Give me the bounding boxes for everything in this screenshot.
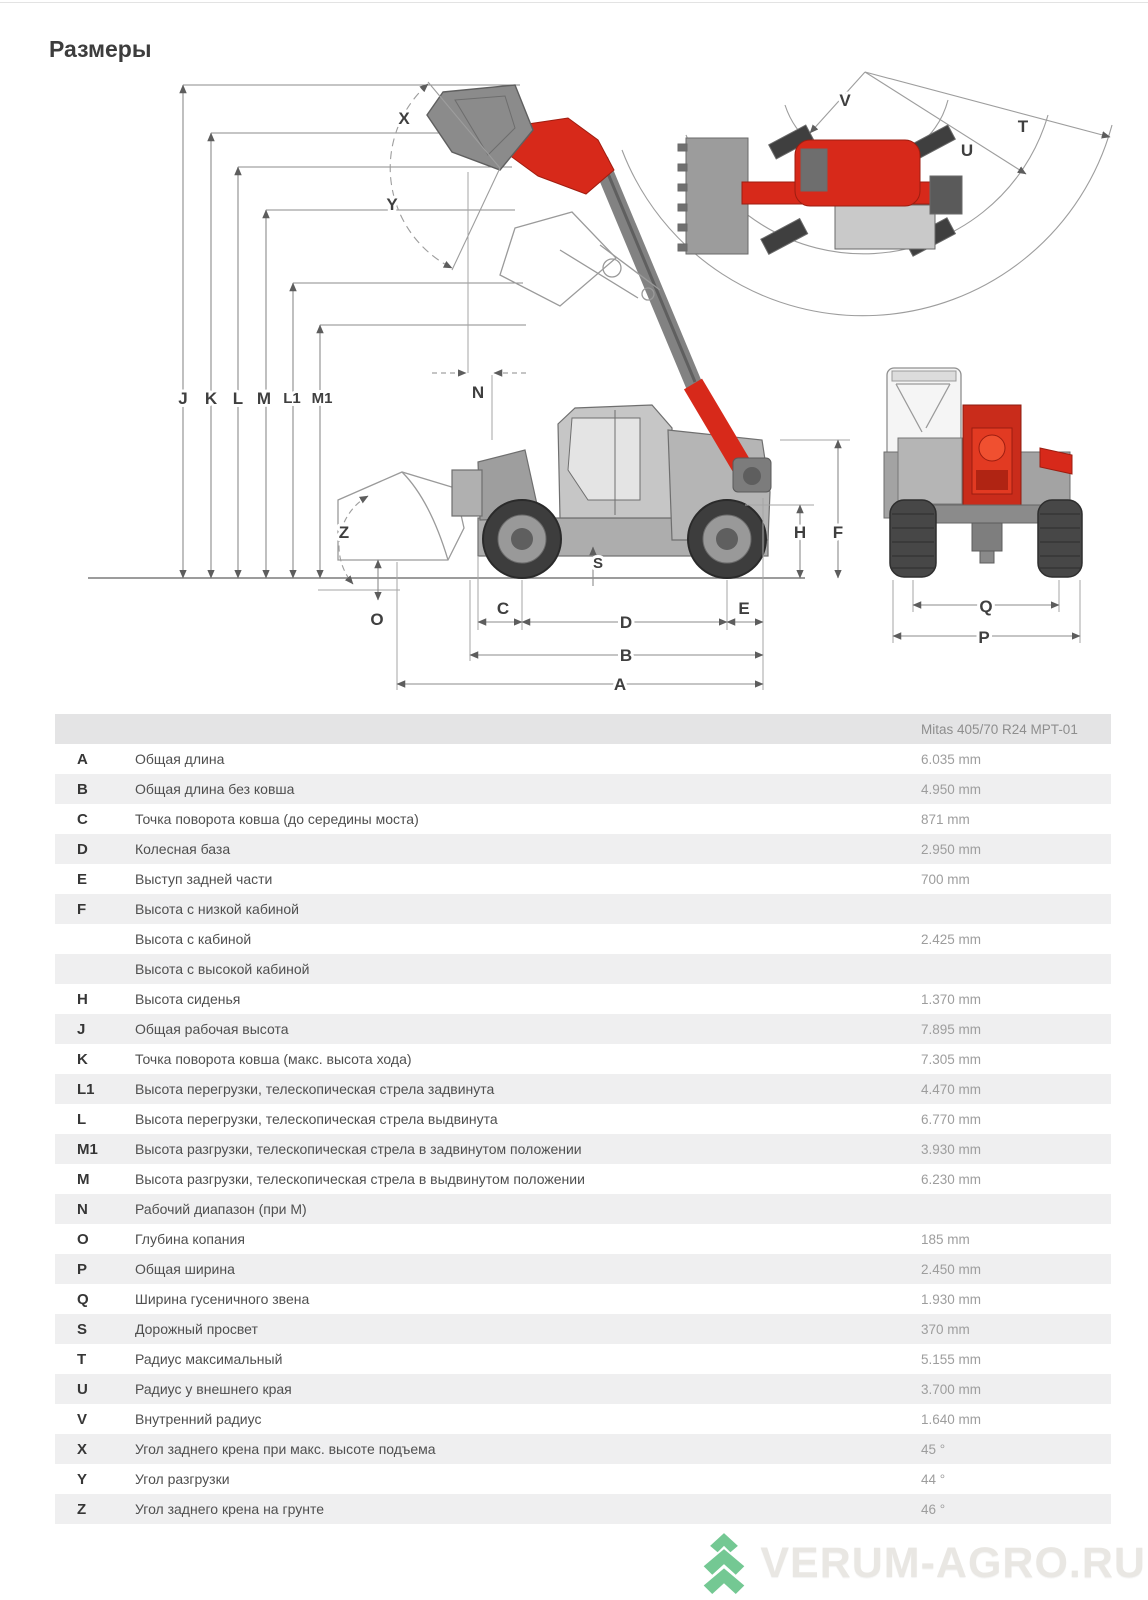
dim-value: 2.950 mm	[921, 841, 982, 857]
dim-description: Внутренний радиус	[135, 1411, 262, 1427]
dim-value: 6.035 mm	[921, 751, 982, 767]
table-row	[55, 984, 1111, 1014]
dim-value: 7.895 mm	[921, 1021, 982, 1037]
table-row	[55, 1284, 1111, 1314]
dim-description: Общая длина без ковша	[135, 781, 295, 797]
watermark-text: VERUM-AGRO.RU	[760, 1538, 1146, 1587]
dim-label-f: F	[832, 523, 844, 542]
dim-label-p: P	[978, 628, 990, 647]
dim-key: K	[77, 1050, 88, 1068]
dim-description: Глубина копания	[135, 1231, 245, 1247]
dim-key: L1	[77, 1080, 95, 1098]
table-row	[55, 924, 1111, 954]
dim-key: Z	[77, 1500, 87, 1518]
dim-label-m1: M1	[311, 390, 333, 407]
dim-value: 6.230 mm	[921, 1171, 982, 1187]
dim-key: U	[77, 1380, 88, 1398]
dim-description: Высота перегрузки, телескопическая стрела задвинута	[135, 1081, 495, 1097]
table-row	[55, 1014, 1111, 1044]
dim-key	[55, 924, 135, 954]
dim-key	[55, 954, 135, 984]
dim-key: E	[77, 870, 88, 888]
table-row	[55, 894, 1111, 924]
dim-label-z: Z	[338, 523, 350, 542]
dim-value: 44 °	[921, 1471, 946, 1487]
dim-label-x: X	[398, 109, 410, 128]
dim-key: M1	[77, 1140, 98, 1158]
dim-value: 2.425 mm	[921, 931, 982, 947]
dim-description: Высота с высокой кабиной	[135, 961, 310, 977]
dim-value: 6.770 mm	[921, 1111, 982, 1127]
table-row	[55, 1074, 1111, 1104]
dim-description: Точка поворота ковша (макс. высота хода)	[135, 1051, 412, 1067]
dim-value: 871 mm	[921, 811, 970, 827]
table-row	[55, 1494, 1111, 1524]
dim-label-e: E	[738, 599, 750, 618]
rear-view	[884, 368, 1082, 647]
verum-agro-leaf-icon	[696, 1532, 752, 1594]
dim-label-j: J	[178, 389, 188, 408]
dim-label-c: C	[496, 599, 510, 618]
dim-key: P	[77, 1260, 88, 1278]
table-header-row	[55, 714, 1111, 744]
dim-label-u: U	[960, 141, 974, 160]
dim-description: Дорожный просвет	[135, 1321, 258, 1337]
header-key-column	[55, 714, 135, 744]
table-row	[55, 1194, 1111, 1224]
table-row	[55, 1254, 1111, 1284]
dim-description: Высота разгрузки, телескопическая стрела в выдвинутом положении	[135, 1171, 585, 1187]
dim-description: Высота разгрузки, телескопическая стрела в задвинутом положении	[135, 1141, 582, 1157]
dim-label-q: Q	[979, 597, 993, 616]
dim-value	[921, 954, 1111, 984]
dim-label-t: T	[1017, 117, 1029, 136]
dim-value: 45 °	[921, 1441, 946, 1457]
table-row	[55, 774, 1111, 804]
table-row	[55, 1164, 1111, 1194]
table-row	[55, 1314, 1111, 1344]
dim-key: F	[77, 900, 87, 918]
dim-label-b: B	[619, 646, 633, 665]
dim-description: Точка поворота ковша (до середины моста)	[135, 811, 419, 827]
header-label-column	[135, 714, 921, 744]
top-view	[622, 72, 1112, 316]
dimensions-table-body	[55, 744, 1111, 1524]
dim-value: 7.305 mm	[921, 1051, 982, 1067]
dim-value: 2.450 mm	[921, 1261, 982, 1277]
dim-description: Рабочий диапазон (при M)	[135, 1201, 307, 1217]
dim-key: D	[77, 840, 88, 858]
dim-key: Q	[77, 1290, 89, 1308]
dim-description: Высота сиденья	[135, 991, 241, 1007]
dim-description: Угол разгрузки	[135, 1471, 230, 1487]
watermark	[696, 1532, 1146, 1594]
dim-label-o: O	[370, 610, 384, 629]
table-row	[55, 864, 1111, 894]
dim-value: 1.640 mm	[921, 1411, 982, 1427]
table-row	[55, 1374, 1111, 1404]
dim-key: O	[77, 1230, 89, 1248]
table-row	[55, 1104, 1111, 1134]
dim-description: Колесная база	[135, 841, 231, 857]
dim-value: 185 mm	[921, 1231, 970, 1247]
dim-description: Радиус максимальный	[135, 1351, 283, 1367]
dim-label-a: A	[613, 675, 627, 694]
dim-label-h: H	[793, 523, 807, 542]
dim-label-k: K	[204, 389, 218, 408]
dim-value: 3.700 mm	[921, 1381, 982, 1397]
table-row	[55, 1404, 1111, 1434]
dim-value: 1.370 mm	[921, 991, 982, 1007]
dim-value: 5.155 mm	[921, 1351, 982, 1367]
table-row	[55, 1344, 1111, 1374]
dim-description: Общая длина	[135, 751, 225, 767]
dim-label-n: N	[471, 383, 485, 402]
dim-value: 46 °	[921, 1501, 946, 1517]
dim-value: 1.930 mm	[921, 1291, 982, 1307]
dim-key: M	[77, 1170, 90, 1188]
dim-key: C	[77, 810, 88, 828]
dim-key: V	[77, 1410, 88, 1428]
dim-key: L	[77, 1110, 87, 1128]
table-row	[55, 1464, 1111, 1494]
dim-value	[921, 894, 1111, 924]
dimensions-diagram	[0, 0, 1148, 712]
dim-label-v: V	[839, 91, 851, 110]
dim-label-l: L	[232, 389, 244, 408]
dim-description: Угол заднего крена при макс. высоте подъема	[135, 1441, 436, 1457]
dim-key: N	[77, 1200, 88, 1218]
table-row	[55, 954, 1111, 984]
dim-key: T	[77, 1350, 87, 1368]
dim-value: 4.470 mm	[921, 1081, 982, 1097]
table-row	[55, 1134, 1111, 1164]
table-row	[55, 744, 1111, 774]
dim-key: Y	[77, 1470, 88, 1488]
dim-label-m: M	[256, 389, 272, 408]
dim-label-s: S	[592, 555, 604, 572]
dim-description: Высота с низкой кабиной	[135, 901, 300, 917]
dim-label-d: D	[619, 613, 633, 632]
dim-value	[921, 1194, 1111, 1224]
dim-label-y: Y	[386, 195, 398, 214]
table-row	[55, 1224, 1111, 1254]
dim-key: J	[77, 1020, 86, 1038]
dim-key: S	[77, 1320, 88, 1338]
dim-description: Высота с кабиной	[135, 931, 252, 947]
spec-column-header: Mitas 405/70 R24 MPT-01	[921, 714, 1111, 744]
dim-description: Общая ширина	[135, 1261, 235, 1277]
dim-description: Выступ задней части	[135, 871, 273, 887]
table-row	[55, 834, 1111, 864]
dim-key: X	[77, 1440, 88, 1458]
dim-value: 700 mm	[921, 871, 970, 887]
dim-value: 4.950 mm	[921, 781, 982, 797]
dim-value: 370 mm	[921, 1321, 970, 1337]
dim-description: Радиус у внешнего края	[135, 1381, 292, 1397]
dim-description: Угол заднего крена на грунте	[135, 1501, 324, 1517]
page-title: Размеры	[49, 36, 152, 62]
table-row	[55, 1434, 1111, 1464]
dim-label-l1: L1	[283, 390, 301, 407]
dimensions-table	[55, 714, 1111, 1524]
table-row	[55, 1044, 1111, 1074]
dim-description: Общая рабочая высота	[135, 1021, 289, 1037]
dim-description: Высота перегрузки, телескопическая стрела выдвинута	[135, 1111, 498, 1127]
dim-key: H	[77, 990, 88, 1008]
dim-value: 3.930 mm	[921, 1141, 982, 1157]
dim-key: A	[77, 750, 88, 768]
table-row	[55, 804, 1111, 834]
dim-description: Ширина гусеничного звена	[135, 1291, 310, 1307]
dim-key: B	[77, 780, 88, 798]
